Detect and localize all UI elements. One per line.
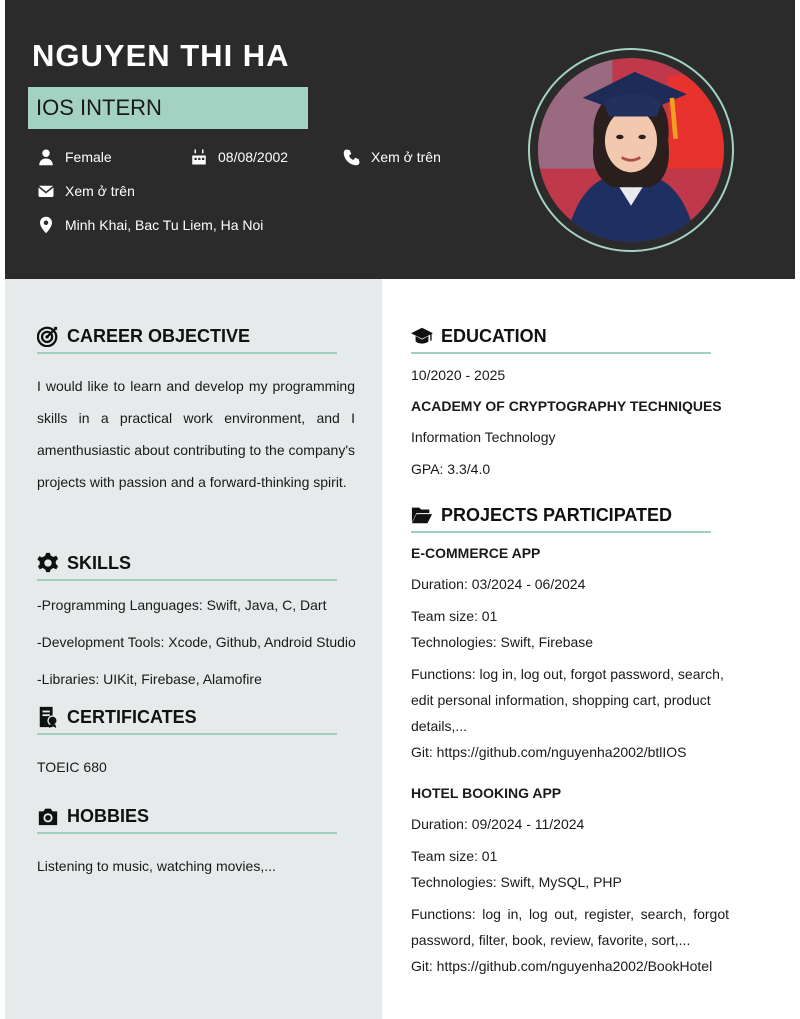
job-title: IOS INTERN: [28, 87, 308, 129]
email-value: Xem ở trên: [65, 183, 135, 199]
skills-heading: [37, 552, 131, 574]
certificates-title: CERTIFICATES: [67, 706, 197, 727]
address-value: Minh Khai, Bac Tu Liem, Ha Noi: [65, 217, 264, 233]
project-functions: Functions: log in, log out, forgot password, search, edit personal information, shopping cart, product details,...: [411, 666, 724, 734]
user-icon: [37, 148, 55, 166]
project-duration: Duration: 03/2024 - 06/2024: [411, 576, 586, 592]
education-period: 10/2020 - 2025: [411, 367, 506, 383]
career-objective-text: I would like to learn and develop my programming skills in a practical work environment, and I amenthusiastic about contributing to the company's projects with passion and a forward-thinking spirit.: [37, 378, 355, 490]
project-functions: Functions: log in, log out, register, search, forgot password, filter, book, review, favorite, sort,...: [411, 906, 729, 948]
project-git-link[interactable]: Git: https://github.com/nguyenha2002/btlIOS: [411, 744, 687, 760]
skills-title: SKILLS: [67, 552, 132, 573]
projects-rule: [411, 531, 711, 533]
envelope-icon: [37, 182, 55, 200]
candidate-name: NGUYEN THI HA: [32, 38, 290, 73]
certificates-heading: [37, 706, 197, 728]
birthdate-value: 08/08/2002: [218, 149, 289, 165]
folder-open-icon: [411, 504, 433, 526]
skills-rule: [37, 579, 337, 581]
education-major: Information Technology: [411, 429, 556, 445]
location-pin-icon: [37, 216, 55, 234]
education-gpa: GPA: 3.3/4.0: [411, 461, 491, 477]
certificate-item: TOEIC 680: [37, 759, 107, 775]
education-title: EDUCATION: [441, 325, 547, 346]
phone-icon: [343, 148, 361, 166]
profile-photo-frame: [528, 48, 734, 252]
projects-title: PROJECTS PARTICIPATED: [441, 504, 673, 525]
hobbies-rule: [37, 832, 337, 834]
gear-icon: [37, 552, 59, 574]
certificate-icon: [37, 706, 59, 728]
career-objective-heading: [37, 325, 250, 347]
project-name: HOTEL BOOKING APP: [411, 785, 562, 801]
gender-value: Female: [65, 149, 112, 165]
education-school: ACADEMY OF CRYPTOGRAPHY TECHNIQUES: [411, 398, 722, 414]
phone-info: [343, 148, 441, 166]
project-name: E-COMMERCE APP: [411, 545, 541, 561]
project-team-size: Team size: 01: [411, 608, 498, 624]
hobbies-heading: [37, 805, 149, 827]
address-info: [37, 216, 263, 234]
project-team-size: Team size: 01: [411, 848, 498, 864]
projects-heading: [411, 504, 672, 526]
career-objective-rule: [37, 352, 337, 354]
education-heading: [411, 325, 547, 347]
project-git-link[interactable]: Git: https://github.com/nguyenha2002/BookHotel: [411, 958, 713, 974]
target-icon: [37, 325, 59, 347]
calendar-icon: [190, 148, 208, 166]
skill-item: -Libraries: UIKit, Firebase, Alamofire: [37, 671, 262, 687]
graduation-cap-icon: [411, 325, 433, 347]
gender-info: [37, 148, 112, 166]
education-rule: [411, 352, 711, 354]
hobbies-text: Listening to music, watching movies,...: [37, 858, 276, 874]
email-info: [37, 182, 135, 200]
profile-photo: [538, 58, 724, 242]
camera-icon: [37, 805, 59, 827]
hobbies-title: HOBBIES: [67, 805, 150, 826]
skill-item: -Programming Languages: Swift, Java, C, Dart: [37, 597, 327, 613]
career-objective-title: CAREER OBJECTIVE: [67, 325, 251, 346]
birthdate-info: [190, 148, 288, 166]
project-duration: Duration: 09/2024 - 11/2024: [411, 816, 585, 832]
skill-item: -Development Tools: Xcode, Github, Android Studio: [37, 634, 356, 650]
phone-value: Xem ở trên: [371, 149, 441, 165]
certificates-rule: [37, 733, 337, 735]
project-technologies: Technologies: Swift, Firebase: [411, 634, 594, 650]
project-technologies: Technologies: Swift, MySQL, PHP: [411, 874, 622, 890]
